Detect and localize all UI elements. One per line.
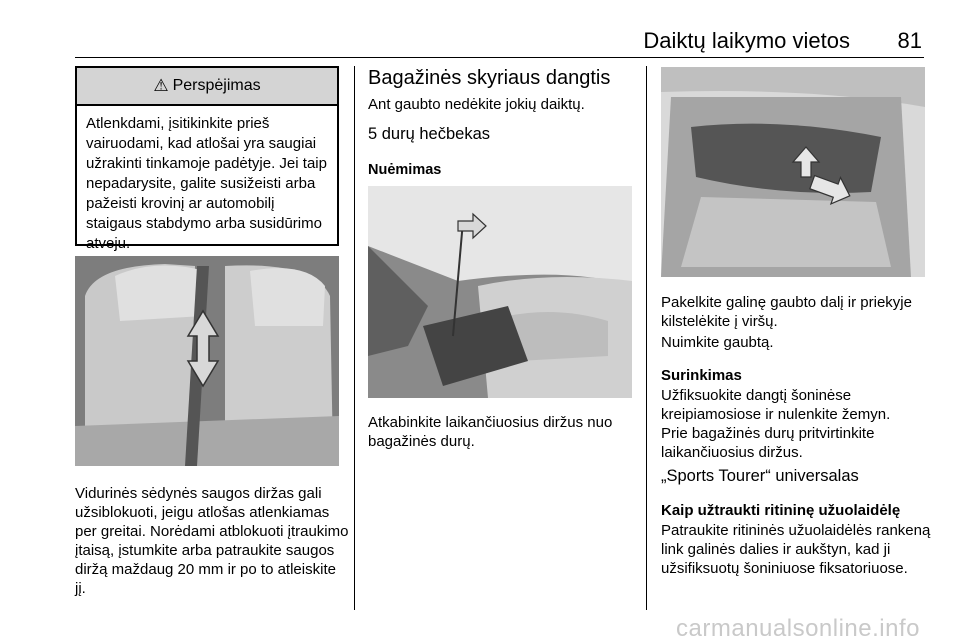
cargo-cover-illustration (661, 67, 925, 277)
warning-title: Perspėjimas (172, 77, 261, 94)
removal-label: Nuėmimas (368, 162, 442, 178)
watermark: carmanualsonline.info (676, 615, 920, 642)
seat-belt-illustration (75, 256, 339, 466)
lift-cover-text: Pakelkite galinę gaubto dalį ir priekyje kilstelėkite į viršų. (661, 294, 912, 330)
blind-text: Patraukite ritininės užuolaidėlės rankeną link galinės dalies ir aukštyn, kad ji užsifiksuotų šoniniuose fiksatoriuose. (661, 522, 931, 577)
hatchback-caption: Atkabinkite laikančiuosius diržus nuo bagažinės durų. (368, 414, 613, 450)
hatchback-subheading: 5 durų hečbekas (368, 125, 491, 143)
cover-intro: Ant gaubto nedėkite jokių daiktų. (368, 96, 585, 113)
header-rule (75, 57, 924, 58)
hatchback-cover-illustration (368, 186, 632, 398)
warning-text: Atlenkdami, įsitikinkite prieš vairuodami, kad atlošai yra saugiai užrakinti tinkamoje padėtyje. Jei taip nepadarysite, galite susižeisti arba pažeisti krovinį ar automobilį staigaus stabdymo arba susidūrimo atveju. (86, 115, 327, 252)
install-text: Užfiksuokite dangtį šoninėse kreipiamosiose ir nulenkite žemyn. Prie bagažinės durų pritvirtinkite laikančiuosius diržus. (661, 387, 891, 461)
install-label: Surinkimas (661, 367, 742, 384)
blind-label: Kaip užtraukti ritininę užuolaidėlę (661, 502, 901, 519)
warning-triangle-icon: ⚠ (153, 76, 169, 95)
sports-tourer-heading: „Sports Tourer“ universalas (661, 467, 859, 485)
page-number: 81 (897, 28, 922, 53)
warning-box (75, 66, 339, 252)
column-divider (646, 66, 647, 610)
seat-belt-caption: Vidurinės sėdynės saugos diržas gali užsiblokuoti, jeigu atlošas atlenkiamas per greitai. Norėdami atblokuoti įtraukimo įtaisą, įstumkite arba patraukite saugos diržą maždaug 20 mm ir po to atleiskite jį. (75, 485, 349, 597)
hatchback-cover-figure (368, 186, 632, 398)
section-title: Daiktų laikymo vietos (643, 28, 850, 53)
cargo-cover-figure (661, 67, 925, 277)
seat-belt-figure (75, 256, 339, 466)
warning-header (77, 68, 337, 106)
remove-cover-text: Nuimkite gaubtą. (661, 334, 774, 351)
column-divider (354, 66, 355, 610)
cover-heading: Bagažinės skyriaus dangtis (368, 67, 611, 89)
